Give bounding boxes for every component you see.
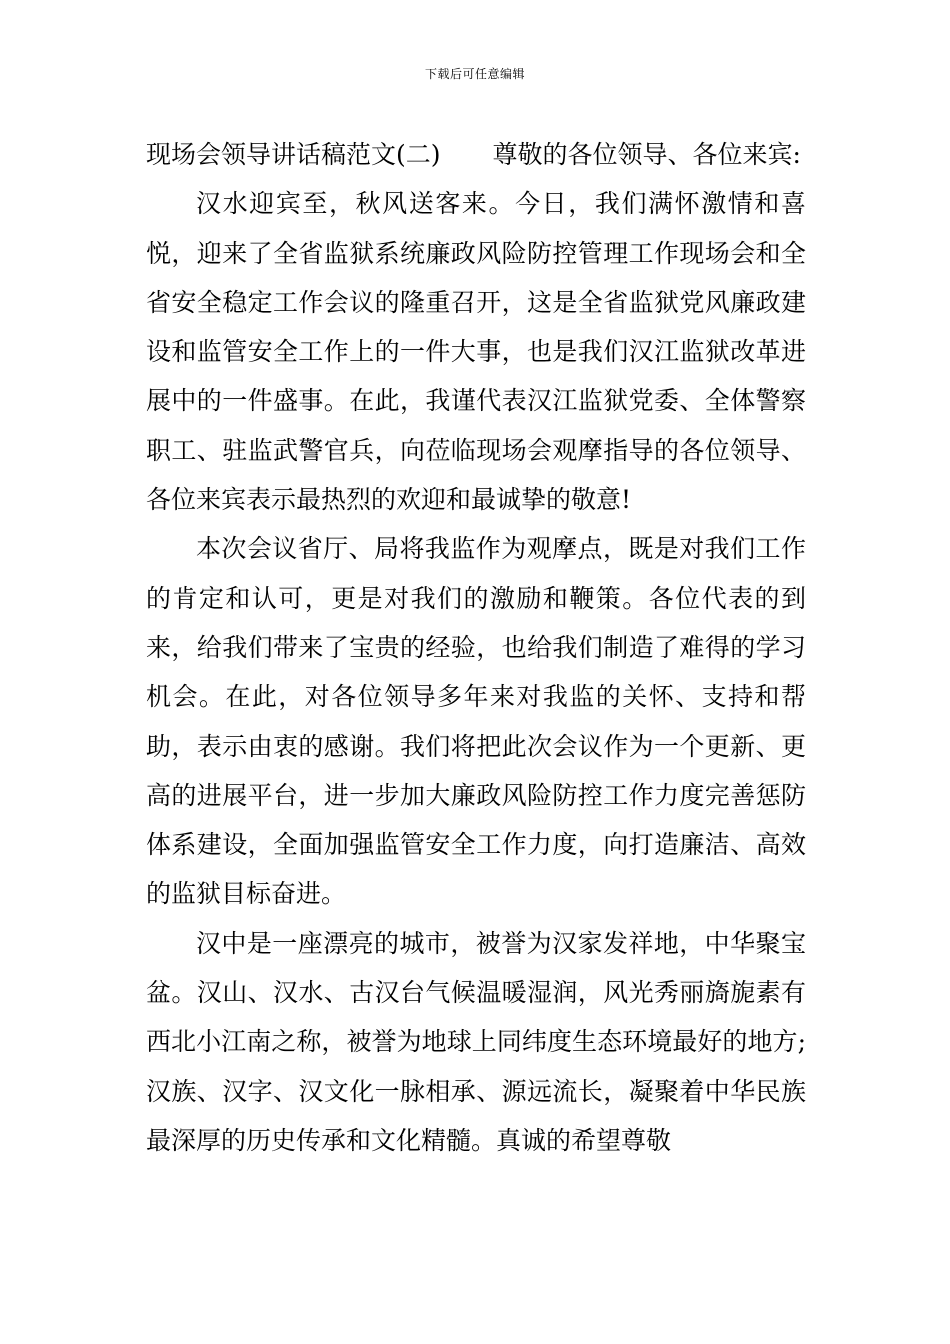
document-body (146, 130, 806, 1165)
title-line (146, 130, 806, 179)
paragraph-3: 汉中是一座漂亮的城市，被誉为汉家发祥地，中华聚宝盆。汉山、汉水、古汉台气候温暖湿润，风光秀丽旖旎素有西北小江南之称，被誉为地球上同纬度生态环境最好的地方;汉族、汉字、汉文化一脉相承、源远流长，凝聚着中华民族最深厚的历史传承和文化精髓。真诚的希望尊敬 (146, 928, 806, 1155)
paragraph-1: 汉水迎宾至，秋风送客来。今日，我们满怀激情和喜悦，迎来了全省监狱系统廉政风险防控管理工作现场会和全省安全稳定工作会议的隆重召开，这是全省监狱党风廉政建设和监管安全工作上的一件大事，也是我们汉江监狱改革进展中的一件盛事。在此，我谨代表汉江监狱党委、全体警察职工、驻监武警官兵，向莅临现场会观摩指导的各位领导、各位来宾表示最热烈的欢迎和最诚挚的敬意! (146, 189, 806, 515)
document-title: 现场会领导讲话稿范文(二) (146, 140, 441, 169)
page-header: 下载后可任意编辑 (424, 67, 525, 81)
salutation: 尊敬的各位领导、各位来宾: (492, 140, 801, 169)
paragraph-2: 本次会议省厅、局将我监作为观摩点，既是对我们工作的肯定和认可，更是对我们的激励和鞭策。各位代表的到来，给我们带来了宝贵的经验，也给我们制造了难得的学习机会。在此，对各位领导多年来对我监的关怀、支持和帮助，表示由衷的感谢。我们将把此次会议作为一个更新、更高的进展平台，进一步加大廉政风险防控工作力度完善惩防体系建设，全面加强监管安全工作力度，向打造廉洁、高效的监狱目标奋进。 (146, 534, 806, 909)
